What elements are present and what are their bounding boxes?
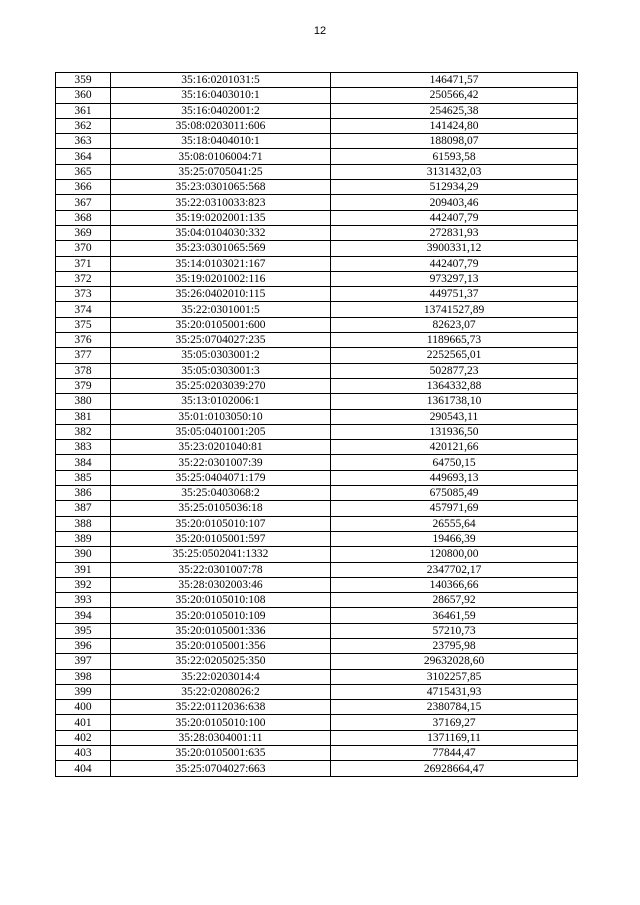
table-row [56,409,578,424]
value-cell: 3102257,85 [331,669,578,684]
cadastral-number-cell: 35:05:0401001:205 [111,424,331,439]
row-number-cell: 387 [56,501,111,516]
cadastral-number-cell: 35:20:0105001:356 [111,638,331,653]
value-cell: 3131432,03 [331,164,578,179]
cadastral-number-cell: 35:20:0105010:107 [111,516,331,531]
cadastral-number-cell: 35:01:0103050:10 [111,409,331,424]
cadastral-number-cell: 35:08:0106004:71 [111,149,331,164]
value-cell: 250566,42 [331,88,578,103]
table-row [56,608,578,623]
table-row [56,531,578,546]
table-row [56,317,578,332]
cadastral-number-cell: 35:25:0105036:18 [111,501,331,516]
value-cell: 512934,29 [331,180,578,195]
table-row [56,516,578,531]
row-number-cell: 398 [56,669,111,684]
cadastral-number-cell: 35:22:0301007:78 [111,562,331,577]
row-number-cell: 375 [56,317,111,332]
table-row [56,180,578,195]
row-number-cell: 386 [56,486,111,501]
table-row [56,455,578,470]
row-number-cell: 379 [56,378,111,393]
cadastral-number-cell: 35:22:0301001:5 [111,302,331,317]
value-cell: 61593,58 [331,149,578,164]
table-row [56,577,578,592]
table-row [56,271,578,286]
row-number-cell: 360 [56,88,111,103]
table-row [56,715,578,730]
cadastral-number-cell: 35:05:0303001:2 [111,348,331,363]
table-row [56,210,578,225]
row-number-cell: 396 [56,638,111,653]
cadastral-number-cell: 35:25:0403068:2 [111,486,331,501]
row-number-cell: 362 [56,118,111,133]
value-cell: 82623,07 [331,317,578,332]
value-cell: 209403,46 [331,195,578,210]
cadastral-number-cell: 35:25:0203039:270 [111,378,331,393]
table-row [56,241,578,256]
cadastral-number-cell: 35:16:0402001:2 [111,103,331,118]
row-number-cell: 367 [56,195,111,210]
cadastral-number-cell: 35:20:0105001:597 [111,531,331,546]
cadastral-number-cell: 35:25:0704027:235 [111,333,331,348]
table-row [56,623,578,638]
value-cell: 290543,11 [331,409,578,424]
table-row [56,684,578,699]
cadastral-number-cell: 35:20:0105010:100 [111,715,331,730]
value-cell: 1361738,10 [331,394,578,409]
value-cell: 26928664,47 [331,761,578,776]
row-number-cell: 378 [56,363,111,378]
cadastral-number-cell: 35:18:0404010:1 [111,134,331,149]
cadastral-number-cell: 35:22:0301007:39 [111,455,331,470]
value-cell: 28657,92 [331,593,578,608]
cadastral-number-cell: 35:22:0310033:823 [111,195,331,210]
row-number-cell: 371 [56,256,111,271]
table-row [56,164,578,179]
table-row [56,256,578,271]
cadastral-number-cell: 35:04:0104030:332 [111,225,331,240]
row-number-cell: 382 [56,424,111,439]
value-cell: 1364332,88 [331,378,578,393]
value-cell: 457971,69 [331,501,578,516]
row-number-cell: 361 [56,103,111,118]
table-row [56,562,578,577]
table-row [56,134,578,149]
row-number-cell: 402 [56,730,111,745]
table-row [56,302,578,317]
table-row [56,73,578,88]
value-cell: 442407,79 [331,210,578,225]
table-row [56,761,578,776]
table-row [56,103,578,118]
table-row [56,378,578,393]
cadastral-number-cell: 35:16:0201031:5 [111,73,331,88]
table-row [56,394,578,409]
cadastral-number-cell: 35:25:0705041:25 [111,164,331,179]
table-row [56,593,578,608]
value-cell: 36461,59 [331,608,578,623]
value-cell: 131936,50 [331,424,578,439]
cadastral-number-cell: 35:22:0205025:350 [111,654,331,669]
value-cell: 442407,79 [331,256,578,271]
row-number-cell: 389 [56,531,111,546]
table-row [56,348,578,363]
cadastral-number-cell: 35:13:0102006:1 [111,394,331,409]
table-row [56,363,578,378]
value-cell: 188098,07 [331,134,578,149]
value-cell: 29632028,60 [331,654,578,669]
cadastral-number-cell: 35:20:0105010:108 [111,593,331,608]
table-row [56,501,578,516]
row-number-cell: 377 [56,348,111,363]
row-number-cell: 359 [56,73,111,88]
row-number-cell: 380 [56,394,111,409]
table-row [56,638,578,653]
row-number-cell: 374 [56,302,111,317]
value-cell: 57210,73 [331,623,578,638]
cadastral-number-cell: 35:23:0201040:81 [111,440,331,455]
row-number-cell: 401 [56,715,111,730]
value-cell: 1189665,73 [331,333,578,348]
cadastral-number-cell: 35:28:0302003:46 [111,577,331,592]
value-cell: 449693,13 [331,470,578,485]
cadastral-number-cell: 35:05:0303001:3 [111,363,331,378]
row-number-cell: 393 [56,593,111,608]
cadastral-number-cell: 35:25:0404071:179 [111,470,331,485]
row-number-cell: 400 [56,700,111,715]
cadastral-number-cell: 35:20:0105001:600 [111,317,331,332]
value-cell: 675085,49 [331,486,578,501]
value-cell: 23795,98 [331,638,578,653]
row-number-cell: 364 [56,149,111,164]
cadastral-number-cell: 35:26:0402010:115 [111,287,331,302]
row-number-cell: 365 [56,164,111,179]
row-number-cell: 392 [56,577,111,592]
table-row [56,195,578,210]
value-cell: 140366,66 [331,577,578,592]
value-cell: 2380784,15 [331,700,578,715]
row-number-cell: 368 [56,210,111,225]
row-number-cell: 383 [56,440,111,455]
value-cell: 77844,47 [331,746,578,761]
row-number-cell: 388 [56,516,111,531]
row-number-cell: 394 [56,608,111,623]
table-row [56,88,578,103]
table-row [56,746,578,761]
cadastral-number-cell: 35:25:0502041:1332 [111,547,331,562]
cadastral-number-cell: 35:14:0103021:167 [111,256,331,271]
value-cell: 26555,64 [331,516,578,531]
value-cell: 2252565,01 [331,348,578,363]
row-number-cell: 391 [56,562,111,577]
cadastral-number-cell: 35:22:0208026:2 [111,684,331,699]
row-number-cell: 372 [56,271,111,286]
row-number-cell: 390 [56,547,111,562]
cadastral-number-cell: 35:25:0704027:663 [111,761,331,776]
table-row [56,149,578,164]
page-number: 12 [313,25,327,37]
value-cell: 973297,13 [331,271,578,286]
table-row [56,486,578,501]
cadastral-number-cell: 35:19:0202001:135 [111,210,331,225]
row-number-cell: 404 [56,761,111,776]
table-row [56,333,578,348]
table-row [56,669,578,684]
cadastral-number-cell: 35:22:0112036:638 [111,700,331,715]
table-row [56,225,578,240]
table-row [56,730,578,745]
row-number-cell: 363 [56,134,111,149]
cadastral-number-cell: 35:28:0304001:11 [111,730,331,745]
table-row [56,547,578,562]
row-number-cell: 384 [56,455,111,470]
value-cell: 3900331,12 [331,241,578,256]
cadastral-number-cell: 35:19:0201002:116 [111,271,331,286]
value-cell: 19466,39 [331,531,578,546]
table-row [56,440,578,455]
cadastral-number-cell: 35:08:0203011:606 [111,118,331,133]
row-number-cell: 366 [56,180,111,195]
row-number-cell: 373 [56,287,111,302]
cadastral-number-cell: 35:16:0403010:1 [111,88,331,103]
cadastral-number-cell: 35:22:0203014:4 [111,669,331,684]
table-row [56,654,578,669]
value-cell: 64750,15 [331,455,578,470]
value-cell: 2347702,17 [331,562,578,577]
row-number-cell: 395 [56,623,111,638]
cadastral-number-cell: 35:20:0105010:109 [111,608,331,623]
cadastral-number-cell: 35:20:0105001:635 [111,746,331,761]
row-number-cell: 376 [56,333,111,348]
row-number-cell: 399 [56,684,111,699]
row-number-cell: 369 [56,225,111,240]
cadastral-number-cell: 35:20:0105001:336 [111,623,331,638]
table-row [56,287,578,302]
row-number-cell: 381 [56,409,111,424]
table-row [56,118,578,133]
value-cell: 272831,93 [331,225,578,240]
data-table [55,72,578,777]
table-body [56,73,578,777]
value-cell: 449751,37 [331,287,578,302]
value-cell: 37169,27 [331,715,578,730]
cadastral-number-cell: 35:23:0301065:569 [111,241,331,256]
value-cell: 4715431,93 [331,684,578,699]
row-number-cell: 370 [56,241,111,256]
value-cell: 1371169,11 [331,730,578,745]
row-number-cell: 397 [56,654,111,669]
value-cell: 13741527,89 [331,302,578,317]
value-cell: 141424,80 [331,118,578,133]
row-number-cell: 403 [56,746,111,761]
table-row [56,470,578,485]
value-cell: 254625,38 [331,103,578,118]
cadastral-number-cell: 35:23:0301065:568 [111,180,331,195]
value-cell: 146471,57 [331,73,578,88]
table-row [56,700,578,715]
table-row [56,424,578,439]
value-cell: 502877,23 [331,363,578,378]
value-cell: 420121,66 [331,440,578,455]
value-cell: 120800,00 [331,547,578,562]
row-number-cell: 385 [56,470,111,485]
